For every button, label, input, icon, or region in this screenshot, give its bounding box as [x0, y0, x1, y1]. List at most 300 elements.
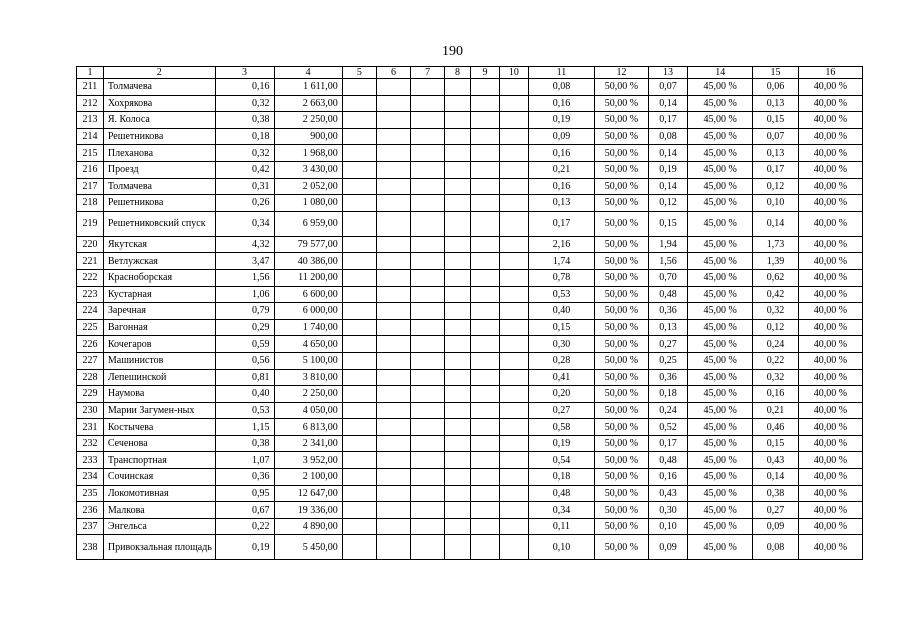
table-cell: 0,30 [648, 502, 687, 519]
table-cell: 50,00 % [595, 518, 649, 535]
table-cell: 1 611,00 [274, 79, 342, 96]
table-cell: 229 [77, 386, 104, 403]
column-header-7: 7 [411, 67, 445, 79]
table-cell [470, 402, 499, 419]
column-header-11: 11 [528, 67, 594, 79]
table-cell: 40,00 % [798, 178, 862, 195]
table-cell [342, 485, 376, 502]
table-cell: 221 [77, 253, 104, 270]
table-cell: 40,00 % [798, 303, 862, 320]
table-cell: 222 [77, 269, 104, 286]
table-cell [499, 402, 528, 419]
table-cell: 0,13 [528, 195, 594, 212]
table-cell: 6 959,00 [274, 211, 342, 236]
table-cell [470, 128, 499, 145]
table-cell [445, 128, 471, 145]
table-cell: 900,00 [274, 128, 342, 145]
table-cell [411, 128, 445, 145]
table-cell [499, 535, 528, 560]
table-cell: 40,00 % [798, 128, 862, 145]
table-cell [411, 178, 445, 195]
table-cell: 40,00 % [798, 352, 862, 369]
table-row [77, 211, 863, 236]
table-cell: 224 [77, 303, 104, 320]
table-cell: 50,00 % [595, 236, 649, 253]
table-cell: 0,48 [648, 452, 687, 469]
table-cell [376, 386, 410, 403]
table-cell [470, 145, 499, 162]
street-name-cell: Толмачева [103, 79, 215, 96]
table-cell [445, 336, 471, 353]
table-row [77, 518, 863, 535]
table-cell: 50,00 % [595, 435, 649, 452]
table-cell: 0,18 [528, 469, 594, 486]
table-cell: 50,00 % [595, 128, 649, 145]
table-cell: 45,00 % [688, 286, 753, 303]
table-cell [445, 485, 471, 502]
table-cell [411, 79, 445, 96]
table-cell: 45,00 % [688, 452, 753, 469]
table-cell: 0,81 [215, 369, 274, 386]
table-cell: 231 [77, 419, 104, 436]
table-cell: 0,56 [215, 352, 274, 369]
table-cell: 0,67 [215, 502, 274, 519]
table-cell: 228 [77, 369, 104, 386]
table-cell: 0,42 [753, 286, 799, 303]
table-cell [499, 161, 528, 178]
table-cell: 0,17 [648, 112, 687, 129]
table-cell: 1,56 [648, 253, 687, 270]
table-cell: 0,12 [753, 319, 799, 336]
table-cell [342, 211, 376, 236]
table-cell [499, 419, 528, 436]
table-cell: 3 952,00 [274, 452, 342, 469]
table-cell: 0,46 [753, 419, 799, 436]
table-cell [470, 419, 499, 436]
table-cell: 45,00 % [688, 161, 753, 178]
table-cell: 45,00 % [688, 303, 753, 320]
table-row [77, 253, 863, 270]
table-cell: 50,00 % [595, 502, 649, 519]
table-cell: 45,00 % [688, 336, 753, 353]
column-header-8: 8 [445, 67, 471, 79]
column-header-5: 5 [342, 67, 376, 79]
street-name-cell: Якутская [103, 236, 215, 253]
table-row [77, 352, 863, 369]
table-cell: 0,14 [753, 211, 799, 236]
table-cell [376, 352, 410, 369]
table-cell: 40,00 % [798, 419, 862, 436]
table-cell [499, 469, 528, 486]
table-cell [411, 419, 445, 436]
column-header-4: 4 [274, 67, 342, 79]
table-cell: 0,27 [528, 402, 594, 419]
table-cell: 45,00 % [688, 369, 753, 386]
table-cell: 0,36 [648, 303, 687, 320]
table-cell: 45,00 % [688, 435, 753, 452]
table-cell: 4 890,00 [274, 518, 342, 535]
table-cell [445, 161, 471, 178]
table-cell: 50,00 % [595, 178, 649, 195]
table-cell [445, 211, 471, 236]
column-header-14: 14 [688, 67, 753, 79]
table-cell: 50,00 % [595, 386, 649, 403]
table-cell [411, 452, 445, 469]
table-cell [411, 535, 445, 560]
table-cell [342, 502, 376, 519]
table-cell: 2 052,00 [274, 178, 342, 195]
street-name-cell: Энгельса [103, 518, 215, 535]
data-table [76, 66, 863, 560]
table-row [77, 435, 863, 452]
table-cell [376, 145, 410, 162]
table-cell: 0,16 [215, 79, 274, 96]
table-cell: 45,00 % [688, 419, 753, 436]
table-cell: 215 [77, 145, 104, 162]
table-cell: 0,10 [648, 518, 687, 535]
table-cell: 0,09 [753, 518, 799, 535]
table-cell [411, 286, 445, 303]
street-name-cell: Транспортная [103, 452, 215, 469]
table-cell [342, 319, 376, 336]
table-row [77, 369, 863, 386]
table-cell [445, 369, 471, 386]
table-cell: 0,27 [753, 502, 799, 519]
table-cell: 40,00 % [798, 535, 862, 560]
table-cell: 40,00 % [798, 386, 862, 403]
table-row [77, 535, 863, 560]
table-cell [470, 303, 499, 320]
table-row [77, 236, 863, 253]
table-cell: 0,21 [528, 161, 594, 178]
table-cell: 45,00 % [688, 386, 753, 403]
table-cell: 223 [77, 286, 104, 303]
table-cell: 232 [77, 435, 104, 452]
table-cell [376, 211, 410, 236]
table-cell: 0,53 [528, 286, 594, 303]
table-row [77, 402, 863, 419]
table-cell: 6 813,00 [274, 419, 342, 436]
street-name-cell: Проезд [103, 161, 215, 178]
table-cell [411, 95, 445, 112]
table-cell: 0,38 [215, 112, 274, 129]
table-cell [411, 211, 445, 236]
table-cell: 45,00 % [688, 211, 753, 236]
table-cell: 0,14 [648, 95, 687, 112]
table-cell [470, 286, 499, 303]
table-cell: 0,40 [215, 386, 274, 403]
table-cell: 0,58 [528, 419, 594, 436]
table-cell [376, 236, 410, 253]
table-cell: 40,00 % [798, 336, 862, 353]
street-name-cell: Малкова [103, 502, 215, 519]
table-cell: 40 386,00 [274, 253, 342, 270]
table-row [77, 161, 863, 178]
table-cell: 0,38 [753, 485, 799, 502]
table-cell [470, 535, 499, 560]
table-cell: 50,00 % [595, 452, 649, 469]
table-cell [342, 352, 376, 369]
table-cell: 0,13 [753, 95, 799, 112]
table-cell [376, 469, 410, 486]
table-cell: 230 [77, 402, 104, 419]
table-cell [499, 319, 528, 336]
table-cell [376, 79, 410, 96]
table-cell: 0,17 [648, 435, 687, 452]
table-cell [470, 112, 499, 129]
table-cell [445, 79, 471, 96]
table-cell [445, 435, 471, 452]
table-cell [445, 112, 471, 129]
table-cell: 1,15 [215, 419, 274, 436]
table-cell: 0,36 [215, 469, 274, 486]
table-cell [470, 518, 499, 535]
table-cell: 0,22 [215, 518, 274, 535]
table-cell [342, 369, 376, 386]
table-cell: 0,48 [648, 286, 687, 303]
table-cell: 0,19 [528, 112, 594, 129]
table-cell [411, 303, 445, 320]
table-cell: 0,25 [648, 352, 687, 369]
table-cell [411, 352, 445, 369]
table-cell: 1 080,00 [274, 195, 342, 212]
table-cell [376, 518, 410, 535]
table-cell: 40,00 % [798, 145, 862, 162]
table-cell [499, 502, 528, 519]
table-cell [445, 269, 471, 286]
table-cell: 6 000,00 [274, 303, 342, 320]
table-cell [342, 236, 376, 253]
table-cell [411, 319, 445, 336]
table-cell: 40,00 % [798, 485, 862, 502]
table-cell: 0,38 [215, 435, 274, 452]
table-cell: 40,00 % [798, 452, 862, 469]
table-cell: 0,30 [528, 336, 594, 353]
table-cell [376, 286, 410, 303]
table-cell: 0,34 [215, 211, 274, 236]
table-cell: 50,00 % [595, 402, 649, 419]
table-cell: 40,00 % [798, 469, 862, 486]
table-cell [470, 195, 499, 212]
table-cell: 3,47 [215, 253, 274, 270]
street-name-cell: Я. Колоса [103, 112, 215, 129]
table-cell: 0,09 [648, 535, 687, 560]
table-cell [376, 112, 410, 129]
table-cell [445, 352, 471, 369]
table-cell [470, 469, 499, 486]
table-cell: 0,78 [528, 269, 594, 286]
table-cell [376, 161, 410, 178]
table-cell [445, 419, 471, 436]
table-cell [411, 402, 445, 419]
table-cell: 0,32 [753, 369, 799, 386]
table-cell: 45,00 % [688, 236, 753, 253]
table-cell: 3 430,00 [274, 161, 342, 178]
table-cell [411, 253, 445, 270]
table-cell: 40,00 % [798, 286, 862, 303]
table-cell [445, 502, 471, 519]
table-cell: 0,15 [753, 112, 799, 129]
table-cell [411, 502, 445, 519]
street-name-cell: Толмачева [103, 178, 215, 195]
table-cell: 0,70 [648, 269, 687, 286]
table-cell [445, 236, 471, 253]
table-cell [499, 178, 528, 195]
table-row [77, 319, 863, 336]
table-cell: 2 341,00 [274, 435, 342, 452]
street-name-cell: Наумова [103, 386, 215, 403]
table-cell: 40,00 % [798, 161, 862, 178]
table-cell: 50,00 % [595, 95, 649, 112]
table-cell: 5 100,00 [274, 352, 342, 369]
table-cell: 0,18 [215, 128, 274, 145]
table-cell [376, 535, 410, 560]
table-cell: 0,32 [215, 145, 274, 162]
table-cell: 50,00 % [595, 535, 649, 560]
table-cell: 19 336,00 [274, 502, 342, 519]
table-cell: 40,00 % [798, 195, 862, 212]
table-cell [342, 286, 376, 303]
table-cell: 0,16 [753, 386, 799, 403]
table-cell [499, 145, 528, 162]
table-cell: 1,74 [528, 253, 594, 270]
table-cell: 211 [77, 79, 104, 96]
table-cell [411, 369, 445, 386]
table-cell: 45,00 % [688, 112, 753, 129]
table-cell: 50,00 % [595, 79, 649, 96]
column-header-10: 10 [499, 67, 528, 79]
table-cell: 45,00 % [688, 95, 753, 112]
street-name-cell: Привокзальная площадь [103, 535, 215, 560]
table-cell [499, 369, 528, 386]
table-cell: 50,00 % [595, 319, 649, 336]
table-cell: 0,12 [753, 178, 799, 195]
table-cell [470, 336, 499, 353]
table-cell: 45,00 % [688, 319, 753, 336]
table-cell [445, 452, 471, 469]
table-cell: 45,00 % [688, 79, 753, 96]
page-number: 190 [442, 44, 463, 59]
table-cell: 1,56 [215, 269, 274, 286]
table-cell [499, 269, 528, 286]
table-cell [470, 253, 499, 270]
table-cell: 0,54 [528, 452, 594, 469]
table-cell [445, 195, 471, 212]
table-cell: 0,43 [648, 485, 687, 502]
table-cell: 45,00 % [688, 535, 753, 560]
table-cell: 226 [77, 336, 104, 353]
table-cell: 234 [77, 469, 104, 486]
table-cell: 40,00 % [798, 211, 862, 236]
table-cell: 0,15 [648, 211, 687, 236]
table-cell: 45,00 % [688, 502, 753, 519]
table-cell [470, 269, 499, 286]
table-cell [499, 79, 528, 96]
street-name-cell: Костычева [103, 419, 215, 436]
table-cell: 50,00 % [595, 269, 649, 286]
table-cell: 40,00 % [798, 369, 862, 386]
table-cell [376, 253, 410, 270]
table-cell: 0,27 [648, 336, 687, 353]
table-cell [499, 95, 528, 112]
street-name-cell: Машинистов [103, 352, 215, 369]
table-cell: 40,00 % [798, 253, 862, 270]
table-cell [470, 386, 499, 403]
table-cell: 0,19 [648, 161, 687, 178]
table-cell: 4 650,00 [274, 336, 342, 353]
street-name-cell: Кочегаров [103, 336, 215, 353]
column-header-1: 1 [77, 67, 104, 79]
table-cell [499, 211, 528, 236]
table-cell: 0,31 [215, 178, 274, 195]
table-cell [411, 269, 445, 286]
table-cell: 0,10 [753, 195, 799, 212]
table-cell [342, 402, 376, 419]
table-cell [499, 286, 528, 303]
table-row [77, 286, 863, 303]
table-cell: 45,00 % [688, 128, 753, 145]
table-cell [342, 419, 376, 436]
table-row [77, 336, 863, 353]
table-cell: 2 100,00 [274, 469, 342, 486]
table-header [77, 67, 863, 79]
table-cell: 45,00 % [688, 352, 753, 369]
table-cell: 6 600,00 [274, 286, 342, 303]
table-cell: 214 [77, 128, 104, 145]
table-cell: 50,00 % [595, 303, 649, 320]
table-cell [499, 195, 528, 212]
table-cell: 0,11 [528, 518, 594, 535]
table-cell [342, 336, 376, 353]
table-cell: 40,00 % [798, 518, 862, 535]
table-cell: 0,24 [648, 402, 687, 419]
table-cell [342, 303, 376, 320]
column-header-13: 13 [648, 67, 687, 79]
table-cell [342, 452, 376, 469]
table-cell [342, 518, 376, 535]
column-header-16: 16 [798, 67, 862, 79]
table-cell: 220 [77, 236, 104, 253]
table-cell: 50,00 % [595, 336, 649, 353]
table-cell: 45,00 % [688, 145, 753, 162]
table-cell: 0,43 [753, 452, 799, 469]
table-cell [342, 435, 376, 452]
table-cell: 50,00 % [595, 369, 649, 386]
table-cell [499, 303, 528, 320]
table-cell [342, 469, 376, 486]
table-cell: 79 577,00 [274, 236, 342, 253]
table-cell: 0,07 [648, 79, 687, 96]
table-cell: 1,73 [753, 236, 799, 253]
table-cell: 5 450,00 [274, 535, 342, 560]
street-name-cell: Хохрякова [103, 95, 215, 112]
table-cell [411, 336, 445, 353]
table-cell: 40,00 % [798, 112, 862, 129]
table-cell [411, 386, 445, 403]
table-cell: 233 [77, 452, 104, 469]
table-cell [499, 435, 528, 452]
table-cell: 0,08 [753, 535, 799, 560]
table-cell: 0,07 [753, 128, 799, 145]
table-cell: 50,00 % [595, 145, 649, 162]
table-cell [470, 236, 499, 253]
table-cell [470, 79, 499, 96]
table-cell [470, 502, 499, 519]
table-cell: 213 [77, 112, 104, 129]
table-cell: 236 [77, 502, 104, 519]
table-cell: 50,00 % [595, 286, 649, 303]
table-cell: 217 [77, 178, 104, 195]
